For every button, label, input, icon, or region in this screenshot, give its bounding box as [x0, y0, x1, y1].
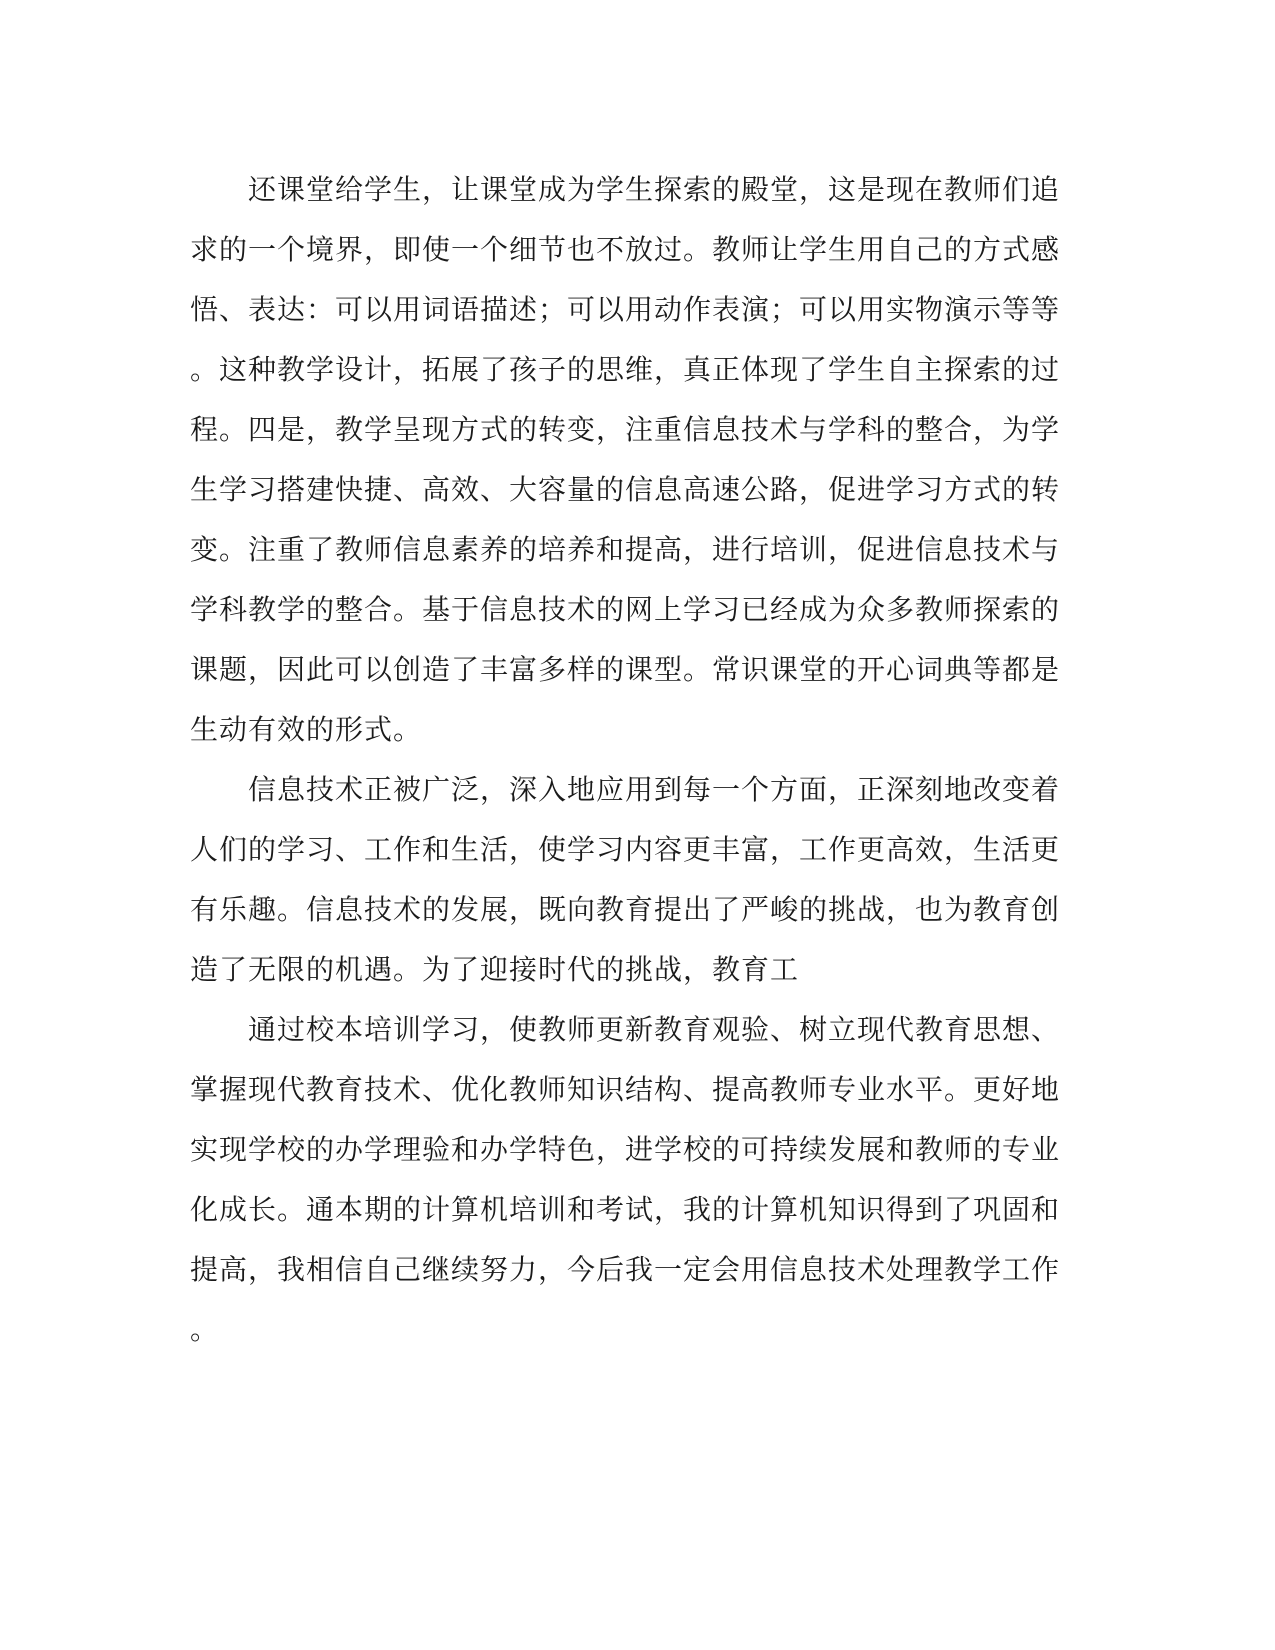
paragraph-line: 学科教学的整合。基于信息技术的网上学习已经成为众多教师探索的	[190, 593, 1061, 626]
paragraph-line: 化成长。通本期的计算机培训和考试，我的计算机知识得到了巩固和	[190, 1193, 1061, 1226]
paragraph-line: 人们的学习、工作和生活，使学习内容更丰富，工作更高效，生活更	[190, 833, 1061, 866]
paragraph-line: 实现学校的办学理验和办学特色，进学校的可持续发展和教师的专业	[190, 1133, 1061, 1166]
paragraph-line: 悟、表达：可以用词语描述；可以用动作表演；可以用实物演示等等	[190, 293, 1061, 326]
paragraph-line: 生动有效的形式。	[190, 713, 423, 746]
paragraph-line: 掌握现代教育技术、优化教师知识结构、提高教师专业水平。更好地	[190, 1073, 1061, 1106]
paragraph-line: 提高，我相信自己继续努力，今后我一定会用信息技术处理教学工作	[190, 1253, 1061, 1286]
paragraph-1	[190, 160, 1090, 760]
paragraph-2	[190, 760, 1090, 1000]
paragraph-3	[190, 1000, 1090, 1360]
paragraph-line: 。	[190, 1313, 220, 1346]
paragraph-line: 还课堂给学生，让课堂成为学生探索的殿堂，这是现在教师们追	[190, 173, 1061, 206]
paragraph-line: 信息技术正被广泛，深入地应用到每一个方面，正深刻地改变着	[190, 773, 1061, 806]
paragraph-line: 通过校本培训学习，使教师更新教育观验、树立现代教育思想、	[190, 1013, 1061, 1046]
paragraph-line: 有乐趣。信息技术的发展，既向教育提出了严峻的挑战，也为教育创	[190, 893, 1061, 926]
paragraph-line: 课题，因此可以创造了丰富多样的课型。常识课堂的开心词典等都是	[190, 653, 1061, 686]
paragraph-line: 求的一个境界，即使一个细节也不放过。教师让学生用自己的方式感	[190, 233, 1061, 266]
paragraph-line: 生学习搭建快捷、高效、大容量的信息高速公路，促进学习方式的转	[190, 473, 1061, 506]
paragraph-line: 造了无限的机遇。为了迎接时代的挑战，教育工	[190, 953, 800, 986]
paragraph-line: 变。注重了教师信息素养的培养和提高，进行培训，促进信息技术与	[190, 533, 1061, 566]
paragraph-line: 。这种教学设计，拓展了孩子的思维，真正体现了学生自主探索的过	[190, 353, 1061, 386]
paragraph-line: 程。四是，教学呈现方式的转变，注重信息技术与学科的整合，为学	[190, 413, 1061, 446]
document-body	[190, 160, 1090, 1360]
